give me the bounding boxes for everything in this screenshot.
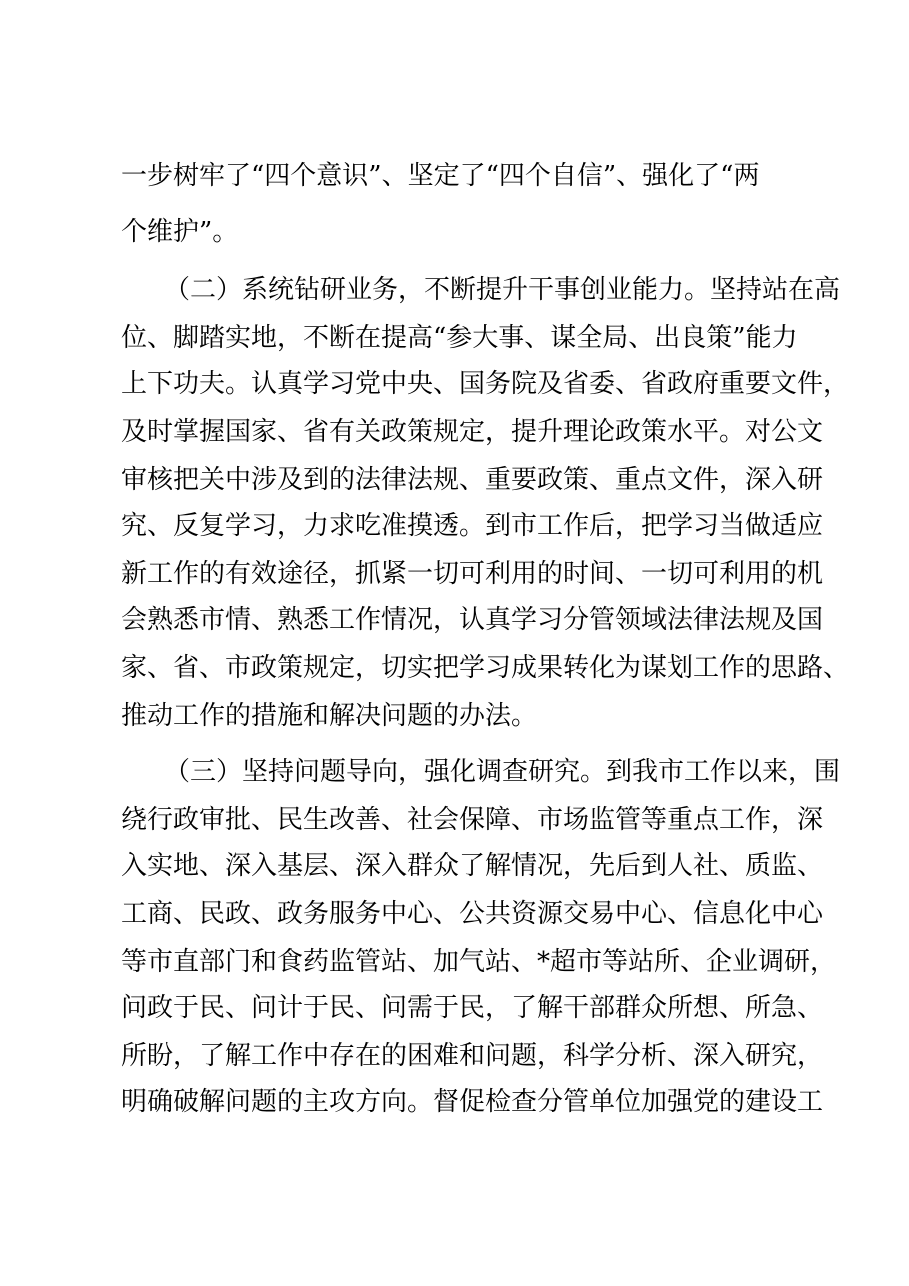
paragraph-3-line-2: 绕行政审批、民生改善、社会保障、市场监管等重点工作，深 xyxy=(121,805,824,835)
paragraph-3-line-4: 工商、民政、政务服务中心、公共资源交易中心、信息化中心 xyxy=(121,899,824,929)
paragraph-2-line-10: 推动工作的措施和解决问题的办法。 xyxy=(121,701,538,731)
paragraph-3-line-1: （三）坚持问题导向，强化调查研究。到我市工作以来，围 xyxy=(164,757,841,787)
paragraph-3-line-3: 入实地、深入基层、深入群众了解情况，先后到人社、质监、 xyxy=(121,851,824,881)
paragraph-1-line-1: 一步树牢了“四个意识”、坚定了“四个自信”、强化了“两 xyxy=(121,161,760,191)
paragraph-2-line-8: 会熟悉市情、熟悉工作情况，认真学习分管领域法律法规及国 xyxy=(121,605,824,635)
paragraph-2-line-2: 位、脚踏实地，不断在提高“参大事、谋全局、出良策”能力 xyxy=(121,323,798,353)
paragraph-2-line-1: （二）系统钻研业务，不断提升干事创业能力。坚持站在高 xyxy=(164,275,841,305)
paragraph-2-line-6: 究、反复学习，力求吃准摸透。到市工作后，把学习当做适应 xyxy=(121,511,824,541)
paragraph-3-line-7: 所盼，了解工作中存在的困难和问题，科学分析、深入研究， xyxy=(121,1041,824,1071)
paragraph-2-line-9: 家、省、市政策规定，切实把学习成果转化为谋划工作的思路、 xyxy=(121,653,850,683)
paragraph-2-line-3: 上下功夫。认真学习党中央、国务院及省委、省政府重要文件， xyxy=(121,369,850,399)
paragraph-2-line-5: 审核把关中涉及到的法律法规、重要政策、重点文件，深入研 xyxy=(121,465,824,495)
paragraph-3-line-6: 问政于民、问计于民、问需于民，了解干部群众所想、所急、 xyxy=(121,993,824,1023)
paragraph-3-line-8: 明确破解问题的主攻方向。督促检查分管单位加强党的建设工 xyxy=(121,1087,824,1117)
paragraph-2-line-7: 新工作的有效途径，抓紧一切可利用的时间、一切可利用的机 xyxy=(121,559,824,589)
paragraph-3-line-5: 等市直部门和食药监管站、加气站、*超市等站所、企业调研， xyxy=(121,947,837,977)
paragraph-2-line-4: 及时掌握国家、省有关政策规定，提升理论政策水平。对公文 xyxy=(121,417,824,447)
paragraph-1-line-2: 个维护”。 xyxy=(121,217,239,247)
